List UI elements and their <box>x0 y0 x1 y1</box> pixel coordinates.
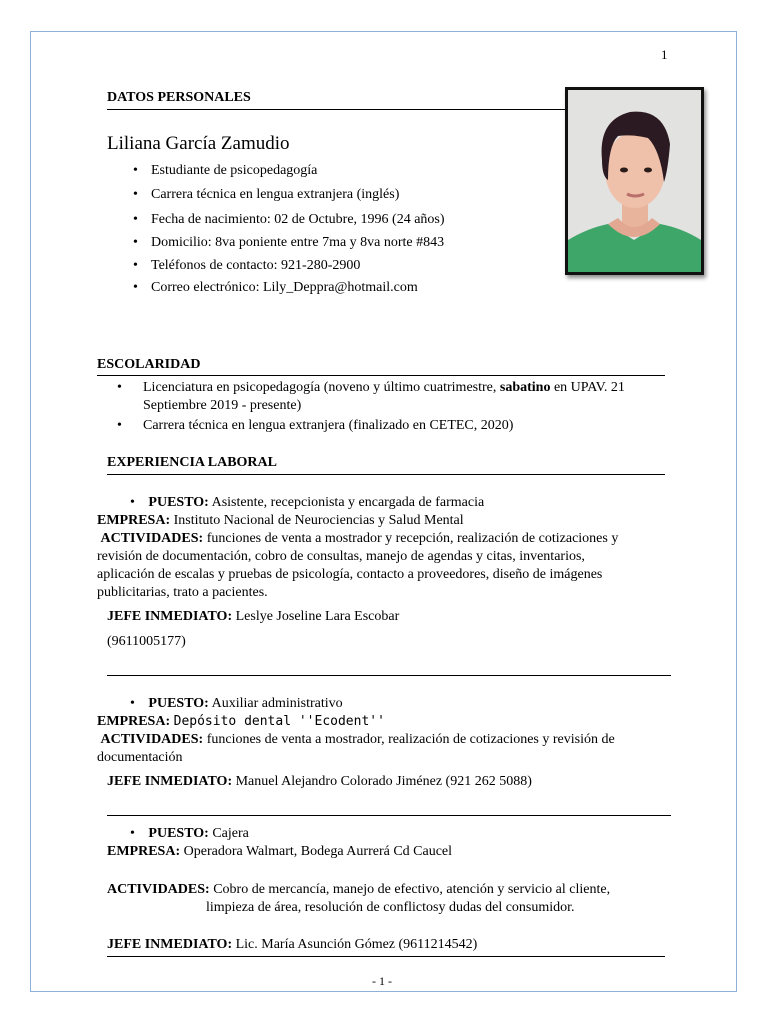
candidate-name: Liliana García Zamudio <box>107 133 290 154</box>
job3-actividades-line2: limpieza de área, resolución de conflictosy dudas del consumidor. <box>206 900 575 915</box>
value: Asistente, recepcionista y encargada de farmacia <box>211 495 485 510</box>
label: EMPRESA: <box>97 513 171 528</box>
education-item-1 <box>117 379 669 415</box>
job1-actividades <box>97 530 667 602</box>
education-bold: sabatino <box>499 380 551 395</box>
education-text: Carrera técnica en lengua extranjera (finalizado en CETEC, 2020) <box>143 418 514 433</box>
experience-heading: EXPERIENCIA LABORAL <box>107 455 277 470</box>
job-divider <box>107 956 665 957</box>
bullet-icon: • <box>130 826 135 841</box>
experience-rule <box>107 474 665 475</box>
job3-jefe <box>107 936 477 954</box>
personal-item: • Teléfonos de contacto: 921-280-2900 <box>127 258 445 280</box>
value: Cobro de mercancía, manejo de efectivo, atención y servicio al cliente, <box>213 882 611 897</box>
personal-rule <box>107 109 565 110</box>
job3-empresa <box>107 843 452 861</box>
value: funciones de venta a mostrador, realización de cotizaciones y revisión de <box>206 732 615 747</box>
job1-jefe <box>107 608 399 626</box>
value: publicitarias, trato a pacientes. <box>97 585 268 600</box>
label: EMPRESA: <box>97 714 171 729</box>
value: Leslye Joseline Lara Escobar <box>235 609 400 624</box>
education-text: Licenciatura en psicopedagogía (noveno y último cuatrimestre, <box>143 380 500 395</box>
value: documentación <box>97 750 183 765</box>
page-number-top: 1 <box>661 47 668 62</box>
personal-item: • Correo electrónico: Lily_Deppra@hotmail.com <box>127 280 445 302</box>
label: PUESTO: <box>148 826 209 841</box>
label: JEFE INMEDIATO: <box>107 774 233 789</box>
education-item-text <box>117 379 669 415</box>
value: Operadora Walmart, Bodega Aurrerá Cd Caucel <box>183 844 453 859</box>
personal-item: • Fecha de nacimiento: 02 de Octubre, 1996 (24 años) <box>127 212 445 235</box>
value: Manuel Alejandro Colorado Jiménez (921 262 5088) <box>235 774 532 789</box>
page-number-bottom: - 1 - <box>372 974 392 988</box>
label: JEFE INMEDIATO: <box>107 609 233 624</box>
value: Instituto Nacional de Neurociencias y Salud Mental <box>173 513 464 528</box>
education-rule <box>97 375 665 376</box>
job1-empresa <box>97 512 464 530</box>
job1-puesto <box>130 494 484 512</box>
value: Cajera <box>212 826 249 841</box>
job2-jefe <box>107 773 532 791</box>
label: EMPRESA: <box>107 844 181 859</box>
label: PUESTO: <box>148 495 209 510</box>
label: ACTIVIDADES: <box>107 882 210 897</box>
job3-puesto <box>130 825 249 843</box>
value: Depósito dental ''Ecodent'' <box>173 714 385 729</box>
job3-actividades-line1 <box>107 881 610 899</box>
education-text: en UPAV. 21 Septiembre 2019 - presente) <box>143 380 625 413</box>
personal-item: • Estudiante de psicopedagogía <box>127 163 445 187</box>
label: ACTIVIDADES: <box>100 531 204 546</box>
label: PUESTO: <box>148 696 209 711</box>
profile-photo <box>565 87 704 275</box>
value: revisión de documentación, cobro de consultas, manejo de agendas y citas, inventarios, <box>97 549 585 564</box>
personal-heading: DATOS PERSONALES <box>107 90 251 105</box>
job-divider <box>107 675 671 676</box>
personal-item: • Domicilio: 8va poniente entre 7ma y 8va norte #843 <box>127 235 445 258</box>
bullet-icon: • <box>130 495 135 510</box>
label: ACTIVIDADES: <box>100 732 204 747</box>
value: aplicación de escalas y pruebas de psicología, contacto a proveedores, diseño de imágenes <box>97 567 603 582</box>
label: JEFE INMEDIATO: <box>107 937 233 952</box>
job2-empresa <box>97 713 385 731</box>
personal-item: • Carrera técnica en lengua extranjera (inglés) <box>127 187 445 212</box>
bullet-icon: • <box>117 380 122 395</box>
bullet-icon: • <box>117 418 122 433</box>
portrait-icon <box>568 90 701 272</box>
job-divider <box>107 815 671 816</box>
value: funciones de venta a mostrador y recepción, realización de cotizaciones y <box>206 531 619 546</box>
education-item-2 <box>117 417 513 435</box>
bullet-icon: • <box>130 696 135 711</box>
job2-actividades <box>97 731 667 767</box>
job2-puesto <box>130 695 343 713</box>
job1-phone: (9611005177) <box>107 634 186 649</box>
education-heading: ESCOLARIDAD <box>97 357 201 372</box>
value: Lic. María Asunción Gómez (9611214542) <box>235 937 478 952</box>
personal-list <box>127 163 445 302</box>
value: Auxiliar administrativo <box>211 696 343 711</box>
